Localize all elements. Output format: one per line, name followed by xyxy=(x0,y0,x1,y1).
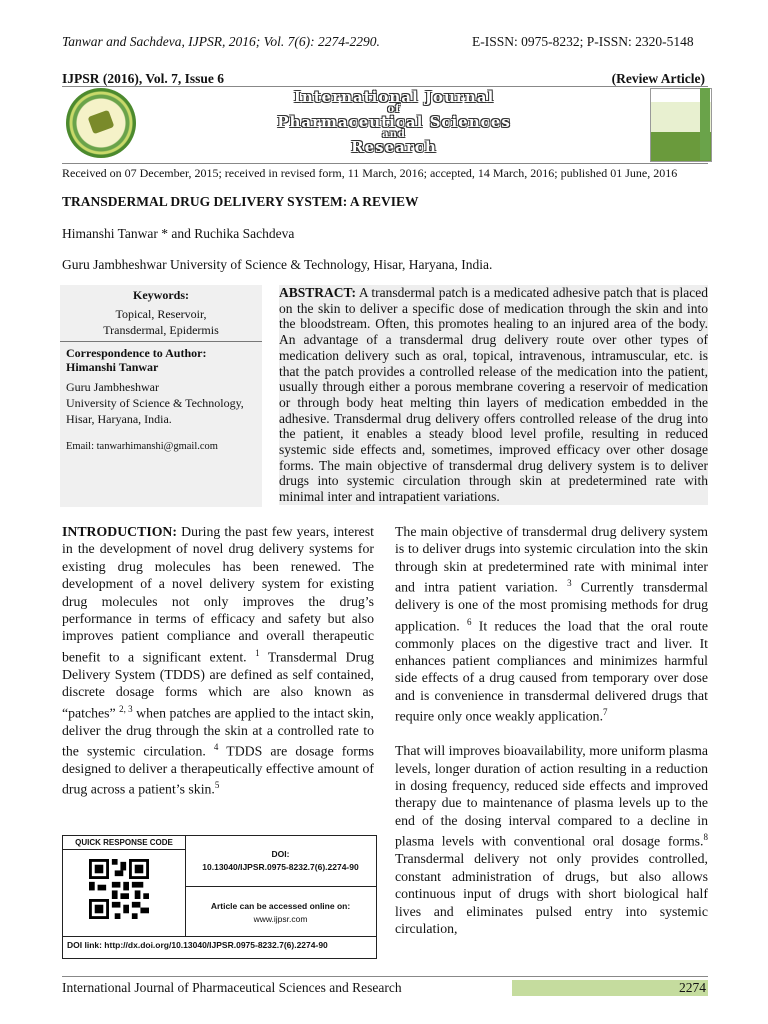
keywords-title: Keywords: xyxy=(133,288,189,302)
header-divider xyxy=(62,86,708,87)
masthead-divider xyxy=(62,163,708,164)
qr-code-icon[interactable] xyxy=(89,858,149,920)
publication-dates: Received on 07 December, 2015; received in revised form, 11 March, 2016; accepted, 14 March, 2016; published 01 June, 2016 xyxy=(62,166,678,180)
masthead-line2: of xyxy=(387,104,401,115)
masthead-line5: Research xyxy=(351,138,437,156)
doi-label: DOI: xyxy=(271,849,290,859)
journal-masthead xyxy=(258,90,530,155)
right-text-c: It reduces the load that the oral route commonly places on the digestive tract and liver. It enhances patient compliances and minimizes harmful side effects of a drug caused from temporary over dose and is convenience in transdermal delivered drugs that require only once weakly application. xyxy=(395,618,708,724)
masthead-line3: Pharmaceutical Sciences xyxy=(277,113,511,131)
masthead-line4: and xyxy=(382,129,406,140)
body-column-right xyxy=(395,523,708,937)
masthead-line1: International Journal xyxy=(293,88,495,106)
citation-ref: 2, 3 xyxy=(119,703,133,714)
address-line2: University of Science & Technology, xyxy=(66,396,244,410)
citation-ref: 4 xyxy=(213,742,219,753)
correspondence-name: Himanshi Tanwar xyxy=(66,360,159,374)
footer-journal-name: International Journal of Pharmaceutical Sciences and Research xyxy=(62,980,402,995)
citation-ref: 7 xyxy=(603,707,608,718)
address-line3: Hisar, Haryana, India. xyxy=(66,412,172,426)
intro-text-d: TDDS are dosage forms designed to deliver a therapeutically effective amount of drug across a patient’s skin. xyxy=(62,743,374,798)
citation-ref: 8 xyxy=(703,832,708,843)
page-number: 2274 xyxy=(512,980,708,996)
correspondence-email[interactable]: Email: tanwarhimanshi@gmail.com xyxy=(66,441,218,452)
cover-spine xyxy=(700,88,710,160)
footer-divider xyxy=(62,976,708,977)
address-line1: Guru Jambheshwar xyxy=(66,380,159,394)
keywords-line2: Transdermal, Epidermis xyxy=(103,323,219,337)
citation-ref: 3 xyxy=(567,578,572,589)
quick-response-box xyxy=(62,835,377,959)
authors: Himanshi Tanwar * and Ruchika Sachdeva xyxy=(62,226,295,241)
article-type: (Review Article) xyxy=(611,71,705,86)
access-label: Article can be accessed online on: xyxy=(210,901,351,911)
article-info-box xyxy=(60,285,262,507)
doi-link[interactable]: DOI link: http://dx.doi.org/10.13040/IJPSR.0975-8232.7(6).2274-90 xyxy=(67,940,328,950)
paragraph xyxy=(395,523,708,725)
journal-issue: IJPSR (2016), Vol. 7, Issue 6 xyxy=(62,71,225,86)
access-block xyxy=(185,900,376,926)
correspondence-title: Correspondence to Author: xyxy=(66,346,207,360)
qr-header: QUICK RESPONSE CODE xyxy=(63,836,186,850)
introduction-heading: INTRODUCTION: xyxy=(62,524,177,539)
qr-divider xyxy=(185,886,376,887)
affiliation: Guru Jambheshwar University of Science & Technology, Hisar, Haryana, India. xyxy=(62,257,493,272)
access-url-link[interactable]: www.ijpsr.com xyxy=(253,914,308,924)
paragraph xyxy=(395,742,708,937)
citation-ref: 5 xyxy=(214,780,220,791)
correspondence-heading xyxy=(66,346,261,374)
abstract-label: ABSTRACT: xyxy=(279,285,357,300)
abstract-text: A transdermal patch is a medicated adhesive patch that is placed on the skin to deliver a specific dose of medication through the skin and into the bloodstream. Often, this promotes healing to an injured area of the body. An advantage of a transdermal drug delivery route over other types of medication delivery such as oral, topical, intravenous, intramuscular, etc. is that the patch provides a controlled release of the medication into the patient, usually through either a porous membrane covering a reservoir of medication or through body heat melting thin layers of medication embedded in the adhesive. Transdermal drug delivery offers controlled release of the drug into the patient, it enables a steady blood level profile, resulting in reduced systemic side effects and, sometimes, improved efficacy over other dosage forms. The main objective of transdermal drug delivery system is to deliver drugs into systemic circulation through skin at predetermined rate with minimal inter and intrapatient variations. xyxy=(279,285,708,505)
keywords-line1: Topical, Reservoir, xyxy=(115,307,207,321)
doi-value: 10.13040/IJPSR.0975-8232.7(6).2274-90 xyxy=(202,862,359,872)
paper-title: TRANSDERMAL DRUG DELIVERY SYSTEM: A REVIEW xyxy=(62,194,419,209)
abstract xyxy=(279,285,708,505)
correspondence-address xyxy=(66,379,244,427)
doi-block xyxy=(185,848,376,874)
intro-text-b: Transdermal Drug Delivery System (TDDS) are defined as self contained, discrete dosage forms which are also known as “patches” xyxy=(62,649,374,721)
right-p2-a: That will improves bioavailability, more uniform plasma levels, longer duration of action resulting in a reduction in dosing frequency, reduced side effects and improved therapy due to maintenance of plasma levels up to the end of the dosing interval compared to a decline in plasma levels with conventional oral dosage forms. xyxy=(395,743,708,849)
qr-divider xyxy=(63,936,376,937)
body-column-left xyxy=(62,523,374,798)
info-divider xyxy=(60,341,262,342)
right-text-a: The main objective of transdermal drug delivery system is to deliver drugs into systemic circulation into the skin through skin at predetermined rate with minimal inter and intra patient variation. xyxy=(395,524,708,595)
keywords xyxy=(60,306,262,338)
citation-ref: 1 xyxy=(255,647,260,658)
intro-text-c: when patches are applied to the intact skin, deliver the drug through the skin at a controlled rate to the systemic circulation. xyxy=(62,705,375,759)
running-citation: Tanwar and Sachdeva, IJPSR, 2016; Vol. 7(6): 2274-2290. xyxy=(62,34,380,49)
right-p2-b: Transdermal delivery not only provides controlled, constant administration of drugs, but also allows continuous input of drugs with short biological half lives and eliminates pulsed entry into systemic circulation, xyxy=(395,851,708,936)
intro-text-a: During the past few years, interest in the development of novel drug delivery systems for existing drug molecules has been renewed. The development of a novel delivery system for existing drug molecules not only improves the drug’s performance in terms of efficacy and safety but also improves patient compliance and overall therapeutic benefit to a significant extent. xyxy=(62,524,374,665)
issn: E-ISSN: 0975-8232; P-ISSN: 2320-5148 xyxy=(472,34,694,49)
citation-ref: 6 xyxy=(467,616,472,627)
right-text-b: Currently transdermal delivery is one of the most promising methods for drug application. xyxy=(395,579,708,634)
